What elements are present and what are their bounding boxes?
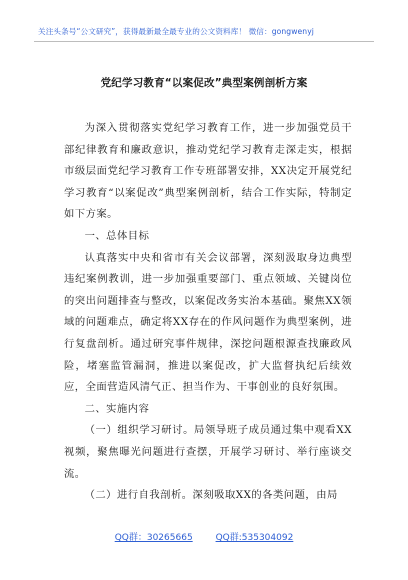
- goals-paragraph: 认真落实中央和省市有关会议部署，深刻汲取身边典型违纪案例教训，进一步加强重要部门、重点领域、关键岗位的突出问题排查与整改，以案促改务实治本基础。聚焦XX领域的问题难点，确定将XX存在的作风问题作为典型案例，进行复盘剖析。通过研究事件规律，深挖问题根源查找廉政风险，堵塞监管漏洞，推进以案促改，扩大监督执纪后续效应，全面营造风清气正、担当作为、干事创业的良好氛围。: [64, 251, 352, 394]
- footer: [0, 530, 408, 543]
- content-item-2: （二）进行自我剖析。深刻吸取XX的各类问题，由局: [84, 489, 338, 502]
- document-title: 党纪学习教育“以案促改”典型案例剖析方案: [100, 77, 308, 89]
- header-banner: 关注头条号“公文研究”，获得最新最全最专业的公文资料库！ 微信：gongwenyj: [38, 27, 314, 36]
- document-body: [64, 118, 352, 507]
- section-heading-goals: 一、总体目标: [84, 229, 150, 242]
- section-heading-content: 二、实施内容: [84, 402, 150, 415]
- content-item-1: （一）组织学习研讨。局领导班子成员通过集中观看XX视频，聚焦曝光问题进行查摆，开展学习研讨、举行座谈交流。: [64, 424, 352, 480]
- intro-paragraph: 为深入贯彻落实党纪学习教育工作，进一步加强党员干部纪律教育和廉政意识，推动党纪学习教育走深走实，根据市级层面党纪学习教育工作专班部署安排，XX决定开展党纪学习教育“以案促改”典型案例剖析，结合工作实际，特制定如下方案。: [64, 122, 352, 221]
- qq-group-2[interactable]: QQ群:535304092: [215, 533, 294, 543]
- qq-group-1[interactable]: QQ群：30265665: [114, 533, 193, 543]
- header-divider: [34, 41, 374, 42]
